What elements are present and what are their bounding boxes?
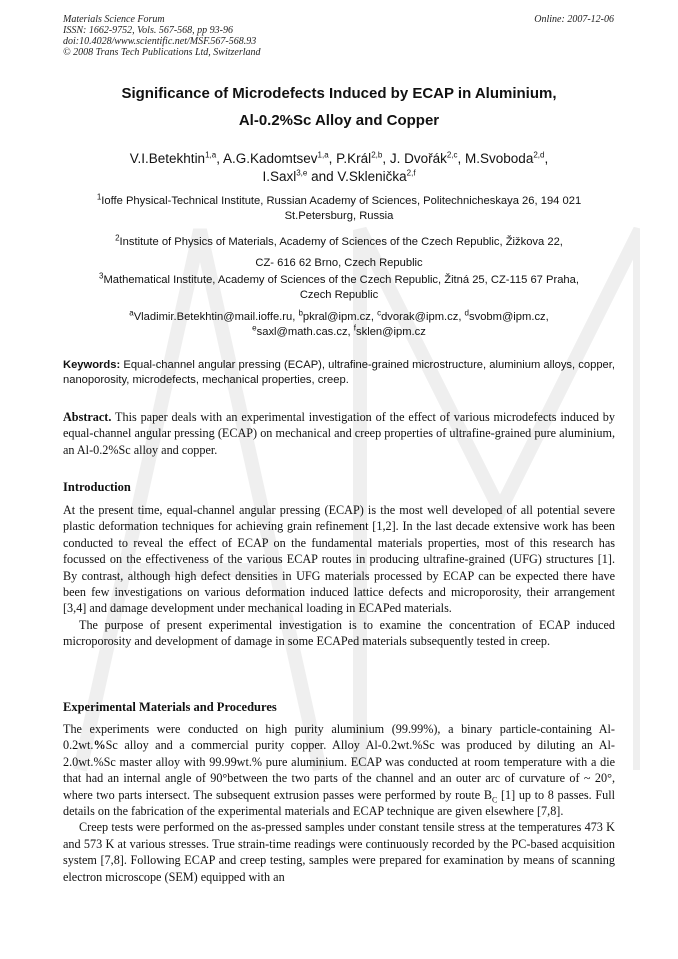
abstract — [63, 409, 615, 458]
author: I.Saxl$^{3,e}$ and — [262, 168, 338, 184]
journal-doi: doi:10.4028/www.scientific.net/MSF.567-568.93 — [63, 36, 257, 47]
email-link[interactable]: svobm@ipm.cz, — [469, 311, 549, 323]
author-list — [63, 150, 615, 186]
author: M.Svoboda$^{2,d}$, — [465, 150, 549, 166]
title-line-2: Al-0.2%Sc Alloy and Copper — [238, 112, 440, 129]
journal-copyright: © 2008 Trans Tech Publications Ltd, Switzerland — [63, 47, 261, 58]
keywords — [63, 358, 615, 388]
paragraph: At the present time, equal-channel angular pressing (ECAP) is the most well developed of all potential severe plastic deformation techniques for achieving grain refinement [1,2]. In the last decade extensive work has been conducted to reveal the effect of ECAP on the fundamental materials properties, most of this research has focussed on the effectiveness of the various ECAP routes in producing ultrafine-grained (UFG) structures [1]. By contrast, although high defect densities in UFG materials processed by ECAP can be expected there have been few investigations on various deformation induced lattice defects and microporosity, their arrangement [3,4] and damage development under mechanical loading in ECAPed materials. — [63, 503, 615, 616]
journal-name: Materials Science Forum — [63, 14, 165, 25]
affiliation-3: $^3$Mathematical Institute, Academy of Sciences of the Czech Republic, Žitná 25, CZ-115 67 Praha, Czech Republic — [99, 271, 579, 301]
paper-title — [63, 80, 615, 134]
email-link[interactable]: dvorak@ipm.cz, — [381, 311, 465, 323]
keywords-label: Keywords: — [63, 359, 121, 371]
section-heading-experimental: Experimental Materials and Procedures — [63, 700, 277, 714]
introduction-text — [63, 502, 615, 650]
email-link[interactable]: sklen@ipm.cz — [356, 326, 426, 338]
author: A.G.Kadomtsev$^{1,a}$, — [222, 150, 337, 166]
email-list: $^a$Vladimir.Betekhtin@mail.ioffe.ru, $^b$pkral@ipm.cz, $^c$dvorak@ipm.cz, $^d$svobm@ipm.cz, $^e$saxl@math.cas.cz, $^f$sklen@ipm.cz — [129, 308, 549, 338]
author: J. Dvořák$^{2,c}$, — [389, 150, 466, 166]
author: V.I.Betekhtin$^{1,a}$, — [129, 150, 223, 166]
journal-meta — [63, 14, 261, 58]
email-link[interactable]: pkral@ipm.cz, — [302, 311, 378, 323]
affiliation-2: $^2$Institute of Physics of Materials, Academy of Sciences of the Czech Republic, Žižkova 22, CZ- 616 62 Brno, Czech Republic — [115, 233, 563, 269]
journal-issn: ISSN: 1662-9752, Vols. 567-568, pp 93-96 — [63, 25, 233, 36]
email-link[interactable]: saxl@math.cas.cz, — [256, 326, 354, 338]
email-link[interactable]: Vladimir.Betekhtin@mail.ioffe.ru, — [133, 311, 299, 323]
paragraph: Creep tests were performed on the as-pressed samples under constant tensile stress at the temperatures 473 K and 573 K at various stresses. True strain-time readings were continuously recorded by the PC-based acquisition system [7,8]. Following ECAP and creep testing, samples were prepared for examination by means of scanning electron microscope (SEM) equipped with an — [63, 820, 615, 884]
abstract-text: This paper deals with an experimental investigation of the effect of various microdefects induced by equal-channel angular pressing (ECAP) on mechanical and creep properties of ultrafine-grained pure aluminium, an Al-0.2%Sc alloy and copper. — [63, 410, 615, 457]
author: P.Král$^{2,b}$, — [336, 150, 390, 166]
online-date: Online: 2007-12-06 — [534, 14, 614, 25]
paragraph: The experiments were conducted on high purity aluminium (99.99%), a binary particle-containing Al-0.2wt.%Sc alloy and a commercial purity copper. Alloy Al-0.2wt.%Sc was produced by diluting an Al-2.0wt.%Sc master alloy with 99.99wt.% pure aluminium. ECAP was conducted at room temperature with a die that had an internal angle of 90°between the two parts of the channel and an outer arc of curvature of ~ 20°, where two parts intersect. The subsequent extrusion passes were performed by route $B_C$ [1] up to 8 passes. Full details on the fabrication of the experimental materials and ECAP technique are given elsewhere [7,8]. — [63, 722, 615, 819]
paragraph: The purpose of present experimental investigation is to examine the concentration of ECAP induced microporosity and development of damage in some ECAPed materials subsequently tested in creep. — [63, 617, 615, 649]
keywords-text: Equal-channel angular pressing (ECAP), ultrafine-grained microstructure, aluminium alloys, copper, nanoporosity, microdefects, mechanical properties, creep. — [63, 359, 615, 386]
section-heading-introduction: Introduction — [63, 480, 131, 494]
abstract-label: Abstract. — [63, 410, 112, 424]
affiliation-1: $^1$Ioffe Physical-Technical Institute, Russian Academy of Sciences, Politechnicheskaya 26, 194 021 St.Petersburg, Russia — [96, 192, 582, 222]
title-line-1: Significance of Microdefects Induced by ECAP in Aluminium, — [121, 85, 557, 102]
experimental-text — [63, 721, 615, 885]
author: V.Sklenička$^{2,f}$ — [337, 168, 416, 184]
